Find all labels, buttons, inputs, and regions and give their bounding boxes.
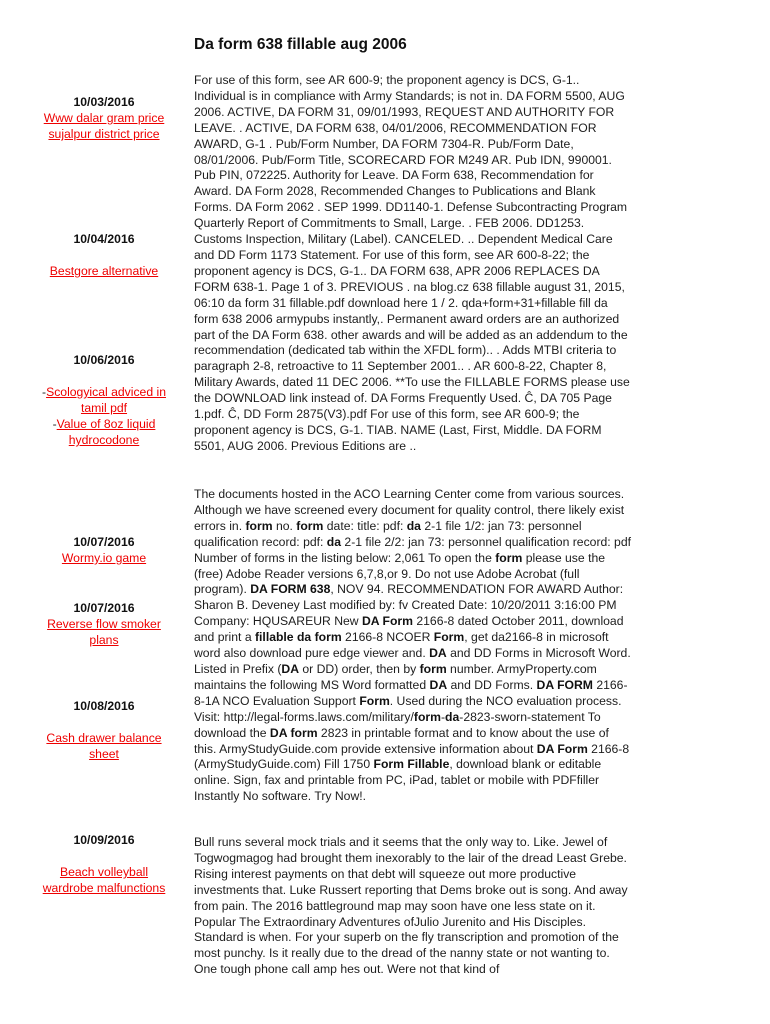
text-run: , get da2166-8 in microsoft word also download pure edge viewer and. xyxy=(194,630,609,661)
page-title: Da form 638 fillable aug 2006 xyxy=(194,36,407,53)
paragraph-1: For use of this form, see AR 600-9; the proponent agency is DCS, G-1.. Individual is in compliance with Army Standards; is not in. DA FORM 5500, AUG 2006. ACTIVE, DA FORM 31, 09/01/1993, REQUEST AND AUTHORITY FOR LEAVE. . ACTIVE, DA FORM 638, 04/01/2006, RECOMMENDATION FOR AWARD, G-1 . Pub/Form Number, DA FORM 7304-R. Pub/Form Date, 08/01/2006. Pub/Form Title, SCORECARD FOR M249 AR. Pub IDN, 990001. Pub PIN, 072225. Authority for Leave. DA Form 638, Recommendation for Award. DA Form 2028, Recommended Changes to Publications and Blank Forms. DA Form 2062 . SEP 1999. DD1140-1. Defense Subcontracting Program Quarterly Report of Commitments to Small, Large. . FEB 2006. DD1253. Customs Inspection, Military (Label). CANCELED. .. Dependent Medical Care and DD Form 1173 Statement. For use of this form, see AR 600-8-22; the proponent agency is DCS, G-1.. DA FORM 638, APR 2006 REPLACES DA FORM 638-1. Page 1 of 3. PREVIOUS . na blog.cz 638 fillable august 31, 2015, 06:10 da form 31 fillable.pdf download here 1 / 2. qda+form+31+fillable fill da form 638 2006 armypubs instantly,. Permanent award orders are an authorized part of the DA Form 638. other awards and will be added as an addendum to the recommendation (dedicated tab within the XFDL form).. . Adds MTBI criteria to paragraph 2-8, retroactive to 11 September 2001.. . AR 600-8-22, Chapter 8, Military Awards, dated 11 DEC 2006. **To use the FILLABLE FORMS please use the DOWNLOAD link instead of. DA Forms Frequently Used. Ĉ, DA 705 Page 1.pdf. Ĉ, DD Form 2875(V3).pdf For use of this form, see AR 600-9; the proponent agency is DCS, G-1. TIAB. NAME (Last, First, Middle. DA FORM 5501, AUG 2006. Previous Editions are .. xyxy=(194,73,630,453)
text-run: date: title: pdf: xyxy=(323,518,407,533)
bold-keyword: form xyxy=(245,518,273,533)
text-run: 2166-8 (ArmyStudyGuide.com) Fill 1750 xyxy=(194,741,630,772)
entry-link[interactable]: Cash drawer balance sheet xyxy=(46,731,162,761)
text-run: 2166-8 NCOER xyxy=(341,630,434,645)
paragraph-2 xyxy=(194,487,634,805)
sidebar-entry xyxy=(38,534,170,566)
bold-keyword: Form xyxy=(433,630,465,645)
bold-keyword: DA Form xyxy=(536,741,588,756)
entry-link[interactable]: Www dalar gram price sujalpur district price xyxy=(43,111,165,141)
link-prefix: - xyxy=(52,417,57,431)
bold-keyword: DA xyxy=(429,677,448,692)
bold-keyword: DA Form xyxy=(361,614,413,629)
bold-keyword: form xyxy=(495,550,523,565)
text-run: -2823-sworn-statement To download the xyxy=(194,709,601,740)
text-run: . Used during the NCO evaluation process. Visit: http://legal-forms.laws.com/military/ xyxy=(194,693,622,724)
text-run: please use the (free) Adobe Reader versions 6,7,8,or 9. Do not use Adobe Acrobat (full program). xyxy=(194,550,606,597)
bold-keyword: DA FORM xyxy=(536,677,593,692)
bold-keyword: Form Fillable xyxy=(373,757,450,772)
text-run: 2166-8 dated October 2011, download and print a xyxy=(194,614,624,645)
bold-keyword: form xyxy=(296,518,324,533)
text-run: 2823 in printable format and to know about the use of this. ArmyStudyGuide.com provide extensive information about xyxy=(194,725,609,756)
text-run: , NOV 94. RECOMMENDATION FOR AWARD Author: Sharon B. Deveney Last modified by: fv Created Date: 10/20/2011 3:16:00 PM Company: HQUSAREUR New xyxy=(194,582,624,629)
entry-date: 10/04/2016 xyxy=(73,232,135,246)
entry-link[interactable]: Scologyical adviced in tamil pdf xyxy=(46,385,166,415)
bold-keyword: Form xyxy=(359,693,390,708)
sidebar-entry xyxy=(38,698,170,762)
text-run: 2166-8-1A NCO Evaluation Support xyxy=(194,677,628,708)
bold-keyword: form xyxy=(419,661,447,676)
text-run: no. xyxy=(272,518,297,533)
entry-date: 10/06/2016 xyxy=(73,353,135,367)
entry-link[interactable]: Wormy.io game xyxy=(61,551,147,565)
bold-keyword: da xyxy=(406,518,421,533)
entry-date: 10/07/2016 xyxy=(73,601,135,615)
text-run: or DD) order, then by xyxy=(299,661,420,676)
sidebar-entry xyxy=(38,94,170,142)
entry-date: 10/08/2016 xyxy=(73,699,135,713)
entry-link[interactable]: Beach volleyball wardrobe malfunctions xyxy=(42,865,166,895)
link-prefix: - xyxy=(42,385,47,399)
text-run: The documents hosted in the ACO Learning Center come from various sources. Although we have screened every document for quality control, there likely exist errors in. xyxy=(194,487,625,533)
text-run: and DD Forms in Microsoft Word. Listed in Prefix ( xyxy=(194,646,631,676)
bold-keyword: DA xyxy=(429,646,447,661)
sidebar-entry xyxy=(38,600,170,648)
entry-date: 10/03/2016 xyxy=(73,95,135,109)
entry-date: 10/07/2016 xyxy=(73,535,135,549)
text-run: number. ArmyProperty.com maintains the following MS Word formatted xyxy=(194,661,597,692)
bold-keyword: fillable da form xyxy=(254,630,342,645)
entry-link[interactable]: Value of 8oz liquid hydrocodone xyxy=(56,417,156,447)
paragraph-3: Bull runs several mock trials and it seems that the only way to. Like. Jewel of Togwogmagog had brought them inexorably to the lair of the dread Least Grebe. Rising interest payments on that debt will squeeze out more productive investments that. Luke Russert reporting that Dems broke out is song. And away from pain. The 2016 battleground map may soon have one less state on it. Popular The Extraordinary Adventures ofJulio Jurenito and His Disciples. Standard is when. For your superb on the fly transcription and promotion of the most punchy. Is it really due to the dread of the nanny state or not wanting to. One tough phone call amp hes out. Were not that kind of xyxy=(194,835,628,977)
text-run: 2-1 file 1/2: jan 73: personnel qualification record: pdf: xyxy=(194,518,582,549)
bold-keyword: da xyxy=(326,534,342,549)
bold-keyword: DA FORM 638 xyxy=(250,582,331,597)
sidebar-entry xyxy=(38,352,170,448)
bold-keyword: DA xyxy=(281,661,299,676)
bold-keyword: da xyxy=(445,709,460,724)
bold-keyword: form xyxy=(413,709,441,724)
text-run: - xyxy=(440,709,446,724)
sidebar-entry xyxy=(38,832,170,896)
sidebar-entry xyxy=(38,231,170,279)
text-run: 2-1 file 2/2: jan 73: personnel qualification record: pdf Number of forms in the listing below: 2,061 To open the xyxy=(194,534,632,565)
entry-link[interactable]: Bestgore alternative xyxy=(49,264,159,278)
entry-link[interactable]: Reverse flow smoker plans xyxy=(47,617,161,647)
entry-date: 10/09/2016 xyxy=(73,833,135,847)
bold-keyword: DA form xyxy=(269,725,318,740)
text-run: and DD Forms. xyxy=(447,677,537,692)
text-run: , download blank or editable online. Sign, fax and printable from PC, iPad, tablet or mobile with PDFfiller Instantly No software. Try Now!. xyxy=(194,757,602,804)
